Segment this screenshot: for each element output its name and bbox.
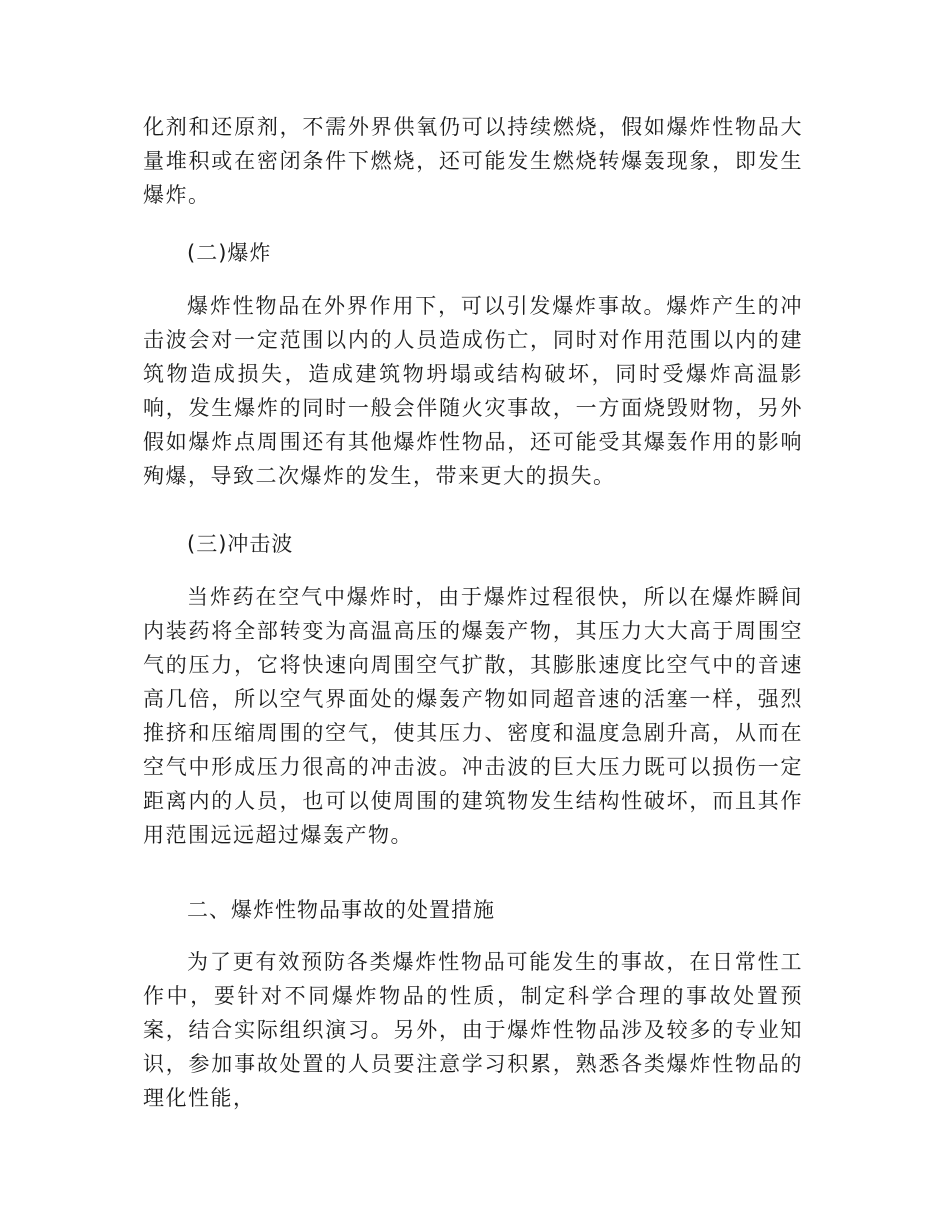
paragraph-shockwave: 当炸药在空气中爆炸时，由于爆炸过程很快，所以在爆炸瞬间内装药将全部转变为高温高压的爆轰产物，其压力大大高于周围空气的压力，它将快速向周围空气扩散，其膨胀速度比空气中的音速高几倍，所以空气界面处的爆轰产物如同超音速的活塞一样，强烈推挤和压缩周围的空气，使其压力、密度和温度急剧升高，从而在空气中形成压力很高的冲击波。冲击波的巨大压力既可以损伤一定距离内的人员，也可以使周围的建筑物发生结构性破坏，而且其作用范围远远超过爆轰产物。 bbox=[143, 585, 803, 847]
section-heading-shockwave: (三)冲击波 bbox=[187, 532, 294, 556]
section-heading-disposal-measures: 二、爆炸性物品事故的处置措施 bbox=[187, 898, 495, 922]
paragraph-disposal-measures: 为了更有效预防各类爆炸性物品可能发生的事故，在日常性工作中，要针对不同爆炸物品的性质，制定科学合理的事故处置预案，结合实际组织演习。另外，由于爆炸性物品涉及较多的专业知识，参加事故处置的人员要注意学习积累，熟悉各类爆炸性物品的理化性能， bbox=[143, 950, 803, 1110]
paragraph-explosion: 爆炸性物品在外界作用下，可以引发爆炸事故。爆炸产生的冲击波会对一定范围以内的人员造成伤亡，同时对作用范围以内的建筑物造成损失，造成建筑物坍塌或结构破坏，同时受爆炸高温影响，发生爆炸的同时一般会伴随火灾事故，一方面烧毁财物，另外假如爆炸点周围还有其他爆炸性物品，还可能受其爆轰作用的影响殉爆，导致二次爆炸的发生，带来更大的损失。 bbox=[143, 294, 803, 488]
paragraph-continuation: 化剂和还原剂，不需外界供氧仍可以持续燃烧，假如爆炸性物品大量堆积或在密闭条件下燃烧，还可能发生燃烧转爆轰现象，即发生爆炸。 bbox=[143, 115, 803, 207]
section-heading-explosion: (二)爆炸 bbox=[187, 241, 272, 265]
